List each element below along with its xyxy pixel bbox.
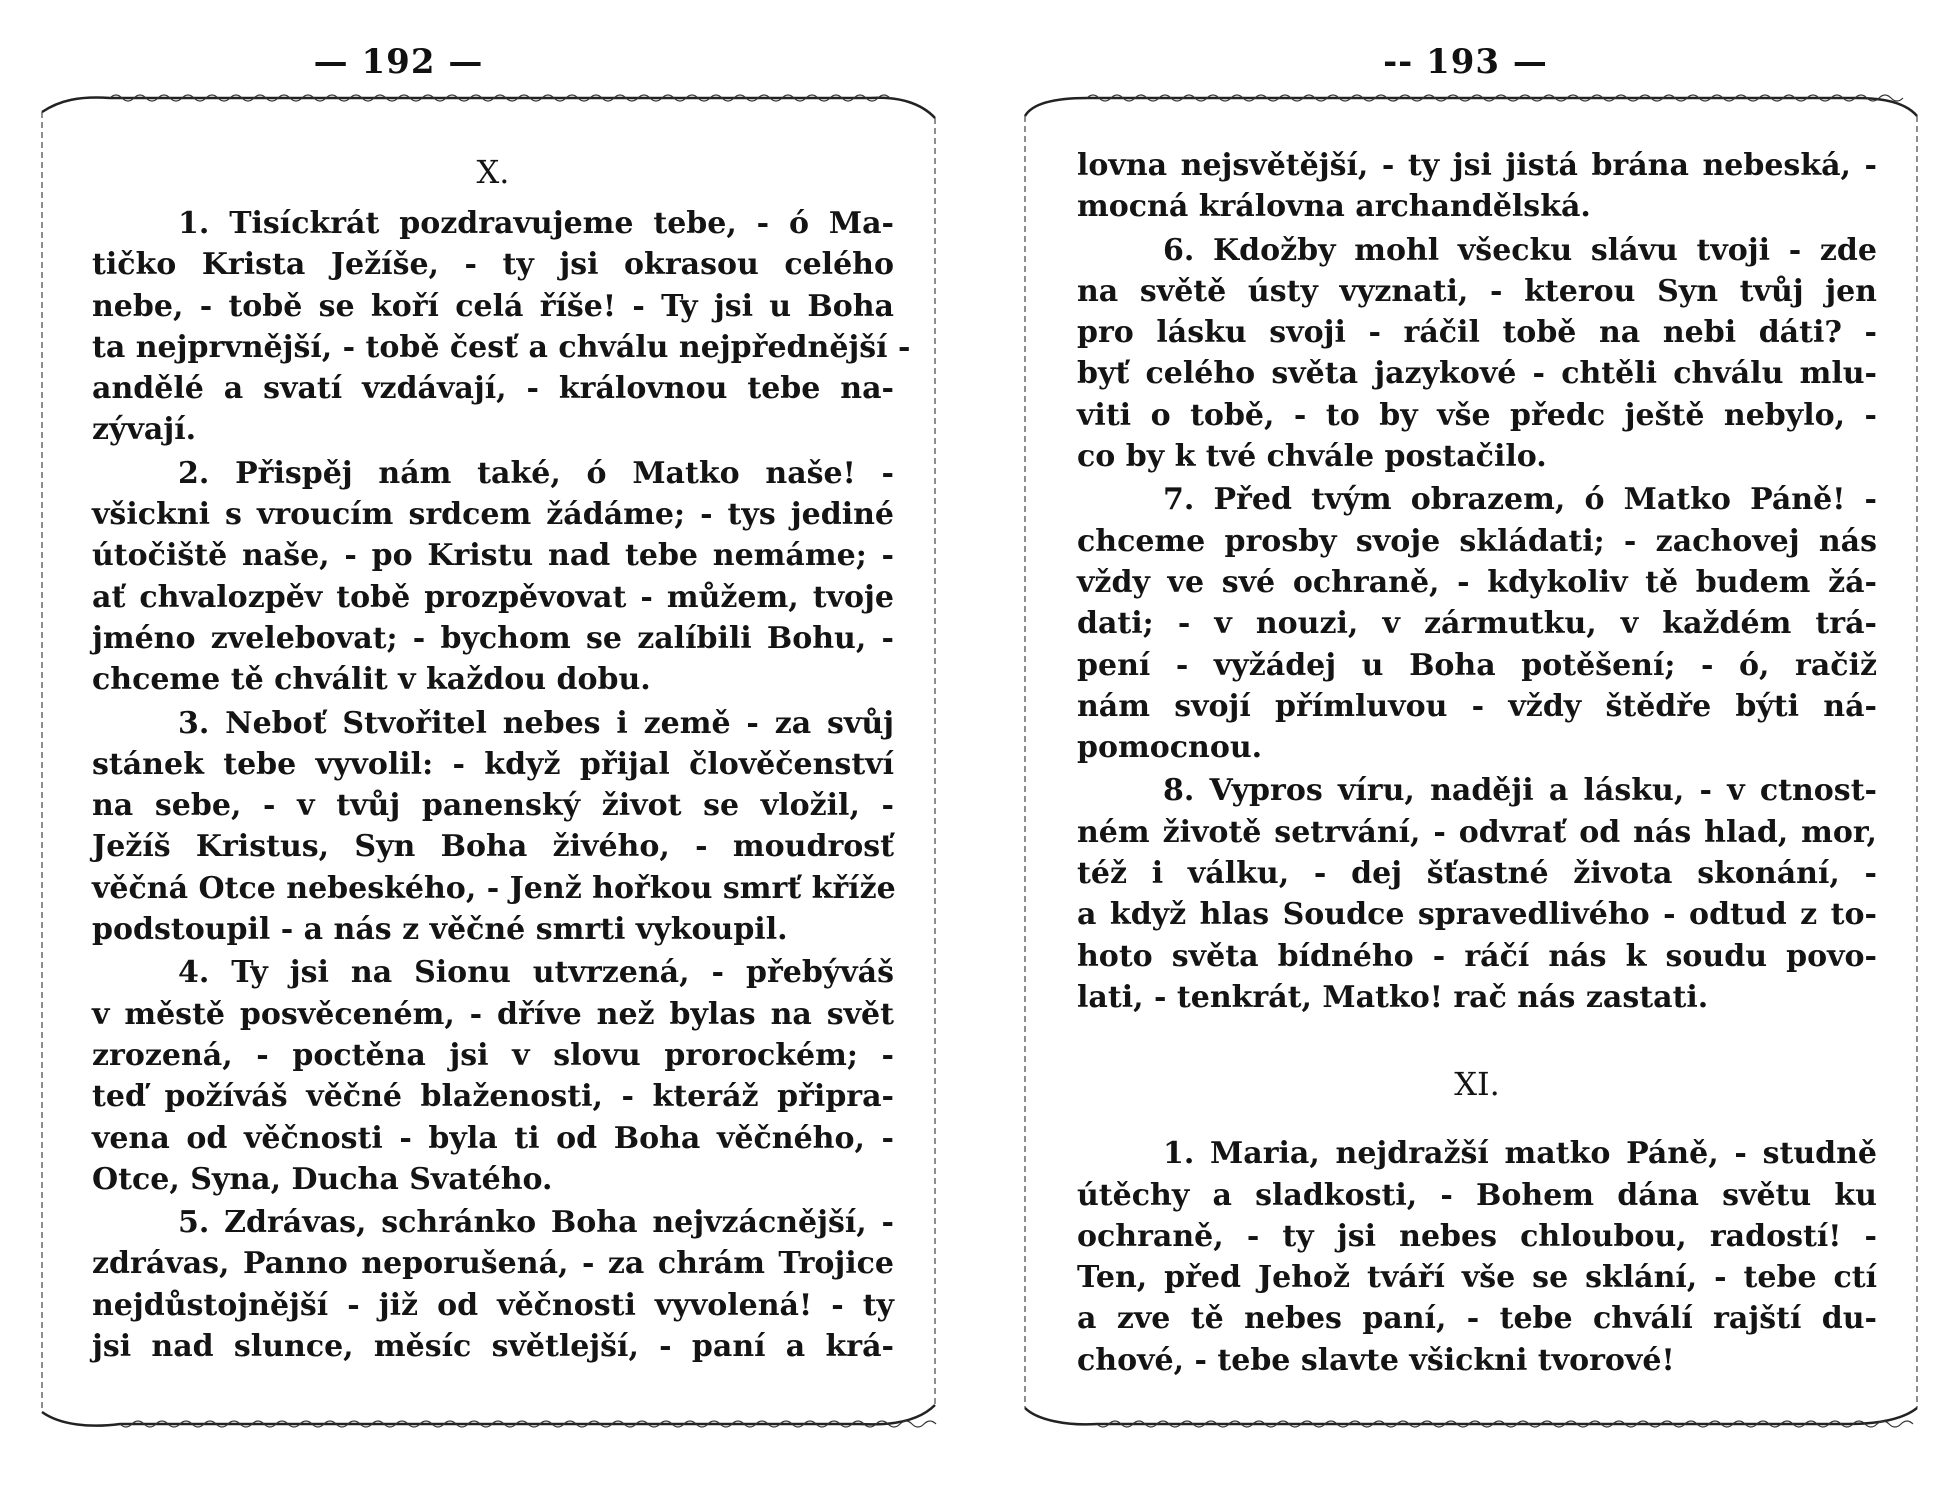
page-text xyxy=(1077,145,1877,1383)
text-line: a když hlas Soudce spravedlivého - odtud z to- xyxy=(1077,897,1877,933)
text-line: 1. Maria, nejdražší matko Páně, - studně xyxy=(1163,1136,1877,1172)
text-line: nejdůstojnější - již od věčnosti vyvolená! - ty xyxy=(92,1287,894,1323)
text-line: andělé a svatí vzdávají, - královnou tebe na- xyxy=(92,371,894,407)
text-line: 2. Přispěj nám také, ó Matko naše! - xyxy=(178,455,894,491)
text-line: pro lásku svoji - ráčil tobě na nebi dáti? - xyxy=(1077,315,1877,351)
text-line: 4. Ty jsi na Sionu utvrzená, - přebýváš xyxy=(178,955,894,991)
text-line: pomocnou. xyxy=(1077,730,1263,766)
text-line: 1. Tisíckrát pozdravujeme tebe, - ó Ma- xyxy=(178,206,894,241)
page-number: -- 193 — xyxy=(1383,42,1548,82)
text-line: chceme tě chválit v každou dobu. xyxy=(92,662,651,698)
text-line: zývají. xyxy=(92,412,197,448)
text-line: vždy ve své ochraně, - kdykoliv tě budem žá- xyxy=(1077,564,1877,600)
text-line: a zve tě nebes paní, - tebe chválí rajští du- xyxy=(1077,1301,1877,1337)
stanza-5 xyxy=(92,1202,894,1367)
text-line: stánek tebe vyvolil: - když přijal člověčenství xyxy=(92,746,894,782)
page-number: — 192 — xyxy=(313,42,484,82)
text-line: byť celého světa jazykové - chtěli chválu mlu- xyxy=(1077,356,1877,392)
stanza-8 xyxy=(1077,770,1877,1018)
text-line: chové, - tebe slavte všickni tvorové! xyxy=(1077,1342,1675,1378)
text-line: vena od věčnosti - byla ti od Boha věčného, - xyxy=(92,1120,894,1156)
text-line: hoto světa bídného - ráčí nás k soudu povo- xyxy=(1077,938,1877,974)
text-line: tičko Krista Ježíše, - ty jsi okrasou celého xyxy=(92,247,894,283)
text-line: ném životě setrvání, - odvrať od nás hlad, mor, xyxy=(1077,814,1877,850)
text-line: lovna nejsvětější, - ty jsi jistá brána nebeská, - xyxy=(1077,148,1877,183)
stanza-2 xyxy=(92,453,894,701)
section-heading: XI. xyxy=(1454,1065,1500,1104)
text-line: na sebe, - v tvůj panenský život se vložil, - xyxy=(92,788,894,824)
stanza-7 xyxy=(1077,479,1877,768)
text-line: dati; - v nouzi, v zármutku, v každém trá- xyxy=(1077,606,1877,642)
text-line: útočiště naše, - po Kristu nad tebe nemáme; - xyxy=(92,538,894,574)
text-line: ochraně, - ty jsi nebes chloubou, radostí! - xyxy=(1077,1218,1877,1254)
stanza-xi-1 xyxy=(1077,1133,1877,1381)
text-line: všickni s vroucím srdcem žádáme; - tys jediné xyxy=(92,497,894,533)
page-193 xyxy=(977,0,1954,1500)
text-line: 5. Zdrávas, schránko Boha nejvzácnější, - xyxy=(178,1205,894,1241)
text-line: chceme prosby svoje skládati; - zachovej nás xyxy=(1077,523,1877,559)
text-line: pení - vyžádej u Boha potěšení; - ó, račiž xyxy=(1077,647,1877,683)
text-line: též i válku, - dej šťastné života skonání, - xyxy=(1077,856,1877,892)
text-line: ať chvalozpěv tobě prozpěvovat - můžem, tvoje xyxy=(92,579,894,615)
stanza-3 xyxy=(92,703,894,951)
text-line: zdrávas, Panno neporušená, - za chrám Trojice xyxy=(92,1246,894,1282)
text-line: na světě ústy vyznati, - kterou Syn tvůj jen xyxy=(1077,273,1877,309)
text-line: věčná Otce nebeského, - Jenž hořkou smrť kříže xyxy=(92,870,896,906)
stanza-1 xyxy=(92,203,911,451)
text-line: nebe, - tobě se koří celá říše! - Ty jsi u Boha xyxy=(92,288,894,324)
text-line: 7. Před tvým obrazem, ó Matko Páně! - xyxy=(1163,482,1877,518)
text-line: v městě posvěceném, - dříve než bylas na svět xyxy=(92,996,894,1032)
text-line: zrozená, - poctěna jsi v slovu prorockém; - xyxy=(92,1037,894,1073)
text-line: Ježíš Kristus, Syn Boha živého, - moudrosť xyxy=(92,829,894,865)
page-text xyxy=(92,148,911,1369)
stanza-6 xyxy=(1077,230,1877,478)
text-line: nám svojí přímluvou - vždy štědře býti ná- xyxy=(1077,688,1877,724)
continued-stanza xyxy=(1077,145,1877,228)
text-line: podstoupil - a nás z věčné smrti vykoupil. xyxy=(92,912,788,948)
text-line: Otce, Syna, Ducha Svatého. xyxy=(92,1161,553,1197)
text-line: teď požíváš věčné blaženosti, - kteráž připra- xyxy=(92,1079,894,1115)
text-line: jméno zvelebovat; - bychom se zalíbili Bohu, - xyxy=(92,620,894,656)
text-line: jsi nad slunce, měsíc světlejší, - paní a krá- xyxy=(92,1329,894,1365)
text-line: 3. Neboť Stvořitel nebes i země - za svůj xyxy=(178,705,894,741)
text-line: lati, - tenkrát, Matko! rač nás zastati. xyxy=(1077,979,1709,1015)
section-heading: X. xyxy=(476,153,510,191)
text-line: Ten, před Jehož tváří vše se sklání, - tebe ctí xyxy=(1077,1260,1877,1296)
text-line: viti o tobě, - to by vše předc ještě nebylo, - xyxy=(1077,397,1877,433)
text-line: útěchy a sladkosti, - Bohem dána světu ku xyxy=(1077,1177,1877,1213)
text-line: mocná královna archandělská. xyxy=(1077,189,1591,225)
text-line: 6. Kdožby mohl všecku slávu tvoji - zde xyxy=(1163,232,1877,268)
text-line: co by k tvé chvále postačilo. xyxy=(1077,439,1547,475)
text-line: ta nejprvnější, - tobě česť a chválu nejpřednější - xyxy=(92,329,911,365)
text-line: 8. Vypros víru, naději a lásku, - v ctnost- xyxy=(1163,773,1877,809)
stanza-4 xyxy=(92,952,894,1200)
